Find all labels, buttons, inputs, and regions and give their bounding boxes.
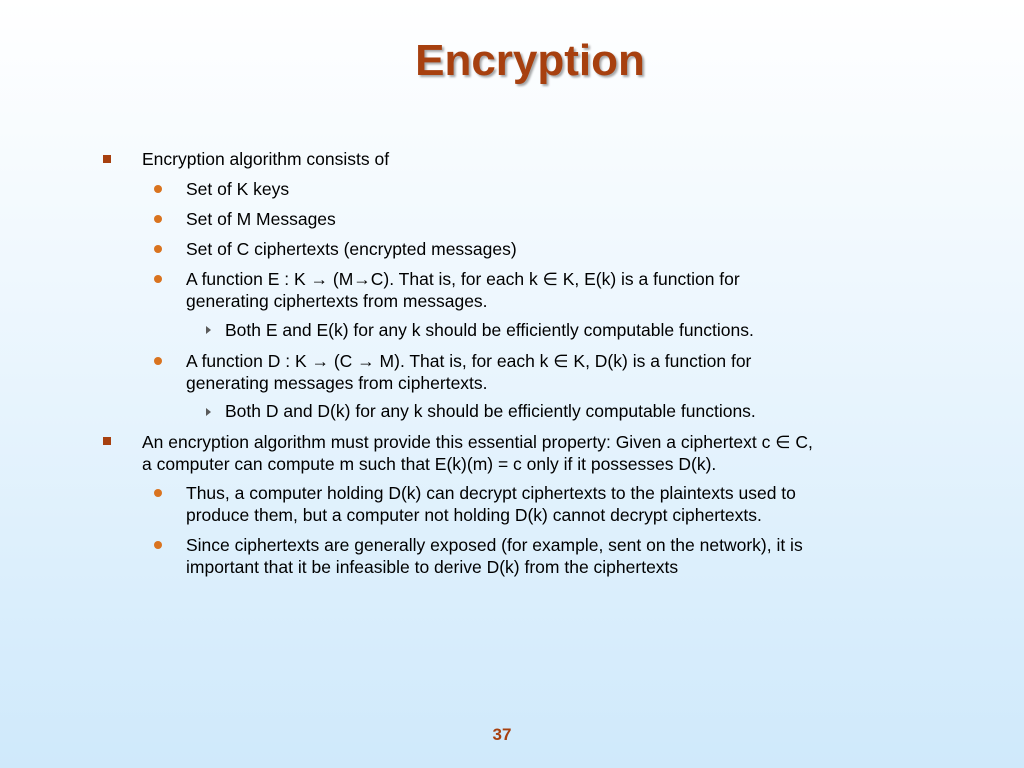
dot-bullet-icon (154, 185, 162, 193)
dot-bullet-icon (154, 357, 162, 365)
arrow-bullet-icon (206, 408, 211, 416)
bullet-text: generating messages from ciphertexts. (186, 373, 488, 393)
bullet-text: Set of C ciphertexts (encrypted messages) (186, 239, 517, 259)
bullet-text: generating ciphertexts from messages. (186, 291, 488, 311)
bullet-text: Both E and E(k) for any k should be efficiently computable functions. (225, 320, 754, 340)
bullet-text: Set of K keys (186, 179, 290, 199)
slide-title: Encryption (415, 36, 645, 85)
dot-bullet-icon (154, 541, 162, 549)
page-number: 37 (492, 725, 512, 744)
bullet-text: Thus, a computer holding D(k) can decrypt ciphertexts to the plaintexts used to (186, 483, 796, 503)
dot-bullet-icon (154, 215, 162, 223)
bullet-text: Set of M Messages (186, 209, 336, 229)
bullet-text: An encryption algorithm must provide this essential property: Given a ciphertext c ∈ C, (142, 432, 813, 452)
arrow-bullet-icon (206, 326, 211, 334)
square-bullet-icon (103, 155, 111, 163)
bullet-text: a computer can compute m such that E(k)(m) = c only if it possesses D(k). (142, 454, 717, 474)
bullet-text: important that it be infeasible to derive D(k) from the ciphertexts (186, 557, 679, 577)
bullet-text: Both D and D(k) for any k should be efficiently computable functions. (225, 401, 756, 421)
bullet-text: Encryption algorithm consists of (142, 149, 390, 169)
square-bullet-icon (103, 437, 111, 445)
bullet-text: produce them, but a computer not holding D(k) cannot decrypt ciphertexts. (186, 505, 762, 525)
dot-bullet-icon (154, 489, 162, 497)
dot-bullet-icon (154, 245, 162, 253)
dot-bullet-icon (154, 275, 162, 283)
bullet-text: A function D : K → (C → M). That is, for each k ∈ K, D(k) is a function for (186, 351, 752, 371)
bullet-text: A function E : K → (M→C). That is, for each k ∈ K, E(k) is a function for (186, 269, 740, 289)
bullet-text: Since ciphertexts are generally exposed (for example, sent on the network), it is (186, 535, 803, 555)
